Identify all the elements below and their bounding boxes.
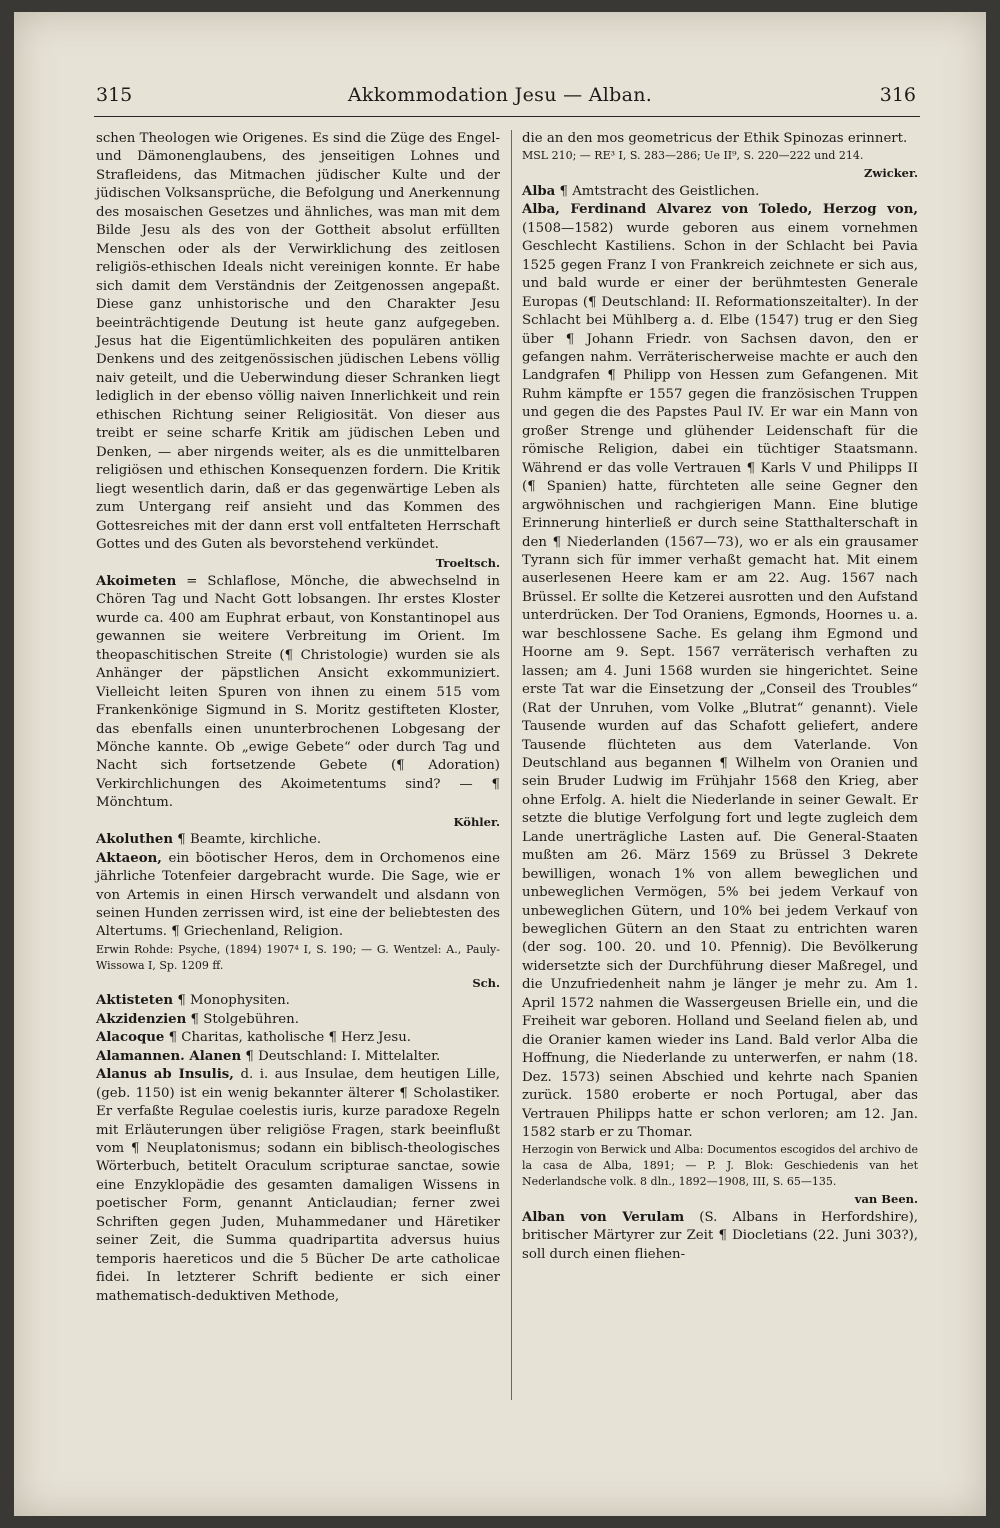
entry-alacoque — [96, 1029, 500, 1047]
entry-akoimeten — [96, 573, 500, 813]
running-head: Akkommodation Jesu — Alban. — [347, 84, 653, 106]
literature-alba: Herzogin von Berwick und Alba: Documentos escogidos del archivo de la casa de Alba, 1891; — P. J. Blok: Geschiedenis van het Nederlandsche volk. 8 dln., 1892—1908, III, S. 65—135. — [522, 1143, 918, 1189]
entry-alba-duke-text: (1508—1582) wurde geboren aus einem vornehmen Geschlecht Kastiliens. Schon in der Schlacht bei Pavia 1525 gegen Franz I von Frankreich zeichnete er sich aus, und bald wurde er einer der berühmtesten Generale Europas (¶ Deutschland: II. Reformationszeitalter). In der Schlacht bei Mühlberg a. d. Elbe (1547) trug er den Sieg über ¶ Johann Friedr. von Sachsen davon, den er gefangen nahm. Verräterischerweise machte er auch den Landgrafen ¶ Philipp von Hessen zum Gefangenen. Mit Ruhm kämpfte er 1557 gegen die französischen Truppen und gegen die des Papstes Paul IV. Er war ein Mann von großer Strenge und glühender Leidenschaft für die römische Religion, dabei ein tüchtiger Staatsmann. Während er das volle Vertrauen ¶ Karls V und Philipps II (¶ Spanien) hatte, fürchteten alle seine Gegner den argwöhnischen und rachgierigen Mann. Eine blutige Erinnerung hinterließ er durch seine Statthalterschaft in den ¶ Niederlanden (1567—73), wo er als ein grausamer Tyrann sich für immer verhaßt gemacht hat. Mit einem auserlesenen Heere kam er am 22. Aug. 1567 nach Brüssel. Er sollte die Ketzerei ausrotten und den Aufstand unterdrücken. Der Tod Oraniens, Egmonds, Hoornes u. a. war beschlossene Sache. Es gelang ihm Egmond und Hoorne am 9. Sept. 1567 verräterisch verhaften zu lassen; am 4. Juni 1568 wurden sie hingerichtet. Seine erste Tat war die Einsetzung der „Conseil des Troubles“ (Rat der Unruhen, vom Volke „Blutrat“ genannt). Viele Tausende wurden auf das Schafott geliefert, andere Tausende flüchteten aus dem Vaterlande. Von Deutschland aus begannen ¶ Wilhelm von Oranien und sein Bruder Ludwig im Frühjahr 1568 den Krieg, aber ohne Erfolg. A. hielt die Niederlande in seiner Gewalt. Er setzte die blutige Verfolgung fort und legte zugleich dem Lande unerträgliche Lasten auf. Die General-Staaten mußten am 26. März 1569 zu Brüssel 3 Dekrete bewilligen, wonach 1% von allem beweglichen und unbeweglichen Vermögen, 5% bei jedem Verkauf von unbeweglichen Gütern, und 10% bei jedem Verkauf von beweglichen Gütern an den Staat zu entrichten waren (der sog. 100. 20. und 10. Pfennig). Die Bevölkerung widersetzte sich der Durchführung dieser Maßregel, und die Unzufriedenheit nahm je länger je mehr zu. Am 1. April 1572 nahmen die Wassergeusen Brielle ein, und die Freiheit war geboren. Holland und Seeland fielen ab, und die Oranier kamen wieder ins Land. Bald verlor Alba die Hoffnung, die Niederlande zu unterwerfen, er nahm (18. Dez. 1573) seinen Abschied und kehrte nach Spanien zurück. 1580 eroberte er noch Portugal, aber das Vertrauen Philipps hatte er schon verloren; am 12. Jan. 1582 starb er zu Thomar. — [522, 220, 918, 1141]
entry-alba-vestment-text: ¶ Amtstracht des Geistlichen. — [555, 183, 760, 199]
entry-alban-text: (S. Albans in Herfordshire), britischer Märtyrer zur Zeit ¶ Diocletians (22. Juni 303?), soll durch einen fliehen- — [522, 1209, 918, 1262]
entry-akzidenzien-text: ¶ Stolgebühren. — [186, 1011, 299, 1027]
entry-aktisteten — [96, 992, 500, 1010]
entry-alanus-text: d. i. aus Insulae, dem heutigen Lille, (geb. 1150) ist ein wenig bekannter älterer ¶ Scholastiker. Er verfaßte Regulae coelestis iuris, kurze paradoxe Regeln mit Erläuterungen über religiöse Fragen, stark beeinflußt vom ¶ Neuplatonismus; sodann ein biblisch-theologisches Wörterbuch, betitelt Oraculum scripturae sanctae, sowie eine Enzyklopädie des gesamten damaligen Wissens in poetischer Form, genannt Anticlaudian; ferner zwei Schriften gegen Juden, Muhammedaner und Häretiker seiner Zeit, die Summa quadripartita adversus huius temporis haereticos und die 5 Bücher De arte catholicae fidei. In letzterer Schrift bediente er sich einer mathematisch-deduktiven Methode, — [96, 1067, 500, 1304]
literature-alanus: MSL 210; — RE³ I, S. 283—286; Ue II⁹, S. 220—222 und 214. — [522, 149, 864, 163]
lemma-aktisteten: Aktisteten — [96, 993, 174, 1009]
signature-zwicker: Zwicker. — [864, 166, 918, 181]
column-divider — [511, 130, 512, 1400]
lemma-akoluthen: Akoluthen — [96, 832, 174, 848]
left-column — [96, 130, 500, 1306]
lemma-alanus: Alanus ab Insulis, — [96, 1067, 234, 1083]
entry-alamannen-text: ¶ Deutschland: I. Mittelalter. — [241, 1048, 441, 1064]
entry-alban — [522, 1209, 918, 1264]
entry-alamannen — [96, 1048, 500, 1066]
lemma-alacoque: Alacoque — [96, 1030, 165, 1046]
page-number-left: 315 — [96, 84, 133, 106]
entry-alanus — [96, 1066, 500, 1306]
signature-koehler: Köhler. — [453, 814, 500, 829]
entry-aktaeon-text: ein böotischer Heros, dem in Orchomenos eine jährliche Totenfeier dargebracht wurde. Die Sage, wie er von Artemis in einen Hirsch verwandelt und alsdann von seinen Hunden zerrissen wird, ist eine der beliebtesten des Altertums. ¶ Griechenland, Religion. — [96, 850, 500, 940]
signature-troeltsch: Troeltsch. — [435, 556, 500, 571]
lemma-akoimeten: Akoimeten — [96, 573, 177, 589]
signature-van-been: van Been. — [854, 1192, 918, 1207]
entry-alacoque-text: ¶ Charitas, katholische ¶ Herz Jesu. — [164, 1030, 411, 1046]
lemma-alba-vestment: Alba — [522, 183, 556, 199]
signature-sch: Sch. — [472, 975, 500, 990]
paragraph-alanus-continued: die an den mos geometricus der Ethik Spinozas erinnert. — [522, 131, 908, 146]
entry-aktaeon — [96, 850, 500, 942]
lemma-aktaeon: Aktaeon, — [96, 850, 162, 866]
entry-akoluthen — [96, 831, 500, 849]
entry-akoluthen-text: ¶ Beamte, kirchliche. — [173, 832, 322, 848]
entry-alba-vestment — [522, 183, 918, 201]
entry-aktisteten-text: ¶ Monophysiten. — [173, 993, 290, 1009]
lemma-alban: Alban von Verulam — [522, 1209, 685, 1225]
right-column — [522, 130, 918, 1264]
literature-aktaeon: Erwin Rohde: Psyche, (1894) 1907⁴ I, S. 190; — G. Wentzel: A., Pauly-Wissowa I, Sp. 1209 ff. — [96, 942, 500, 972]
entry-akzidenzien — [96, 1011, 500, 1029]
page-number-right: 316 — [879, 84, 916, 106]
book-page — [14, 12, 986, 1516]
paragraph-akkommodation: schen Theologen wie Origenes. Es sind die Züge des Engel- und Dämonenglaubens, des jenseitigen Lohnes und Strafleidens, das Mitmachen jüdischer Kulte und der jüdischen Volksansprüche, die Befolgung und Anerkennung des mosaischen Gesetzes und ähnliches, was man mit dem Bilde Jesu als des von der Gottheit absolut erfüllten Menschen oder als der Verwirklichung des zeitlosen religiös-ethischen Ideals nicht vereinigen konnte. Er habe sich damit dem Verständnis der Zeitgenossen angepaßt. Diese ganz unhistorische und den Charakter Jesu beeinträchtigende Deutung ist heute ganz aufgegeben. Jesus hat die Eigentümlichkeiten des populären antiken Denkens und des zeitgenössischen jüdischen Lebens völlig naiv geteilt, und die Ueberwindung dieser Schranken liegt lediglich in der ebenso völlig naiven Innerlichkeit und rein ethischen Richtung seiner Religiosität. Von dieser aus treibt er seine scharfe Kritik am jüdischen Leben und Denken, — aber nirgends weiter, als es die unmittelbaren religiösen und ethischen Konsequenzen fordern. Die Kritik liegt wesentlich darin, daß er das gegenwärtige Leben als zum Untergang reif ansieht und das Kommen des Gottesreiches mit der dann erst voll entfalteten Herrschaft Gottes und des Guten als bevorstehend verkündet. — [96, 131, 500, 552]
lemma-akzidenzien: Akzidenzien — [96, 1011, 187, 1027]
header-rule — [94, 116, 920, 117]
lemma-alba-duke: Alba, Ferdinand Alvarez von Toledo, Herzog von, — [522, 202, 918, 218]
entry-akoimeten-text: = Schlaflose, Mönche, die abwechselnd in Chören Tag und Nacht Gott lobsangen. Ihr erstes Kloster wurde ca. 400 am Euphrat erbaut, von Konstantinopel aus gewannen sie weitere Verbreitung im Orient. Im theopaschitischen Streite (¶ Christologie) wurden sie als Anhänger der päpstlichen Ansicht exkommuniziert. Vielleicht leiten Spuren von ihnen zu einem 515 vom Frankenkönige Sigmund in S. Moritz gestifteten Kloster, das ebenfalls einen ununterbrochenen Lobgesang der Mönche kannte. Ob „ewige Gebete“ oder durch Tag und Nacht sich fortsetzende Gebete (¶ Adoration) Verkirchlichungen des Akoimetentums sind? — ¶ Mönchtum. — [96, 573, 500, 811]
lemma-alamannen: Alamannen. Alanen — [96, 1048, 242, 1064]
entry-alba-duke — [522, 201, 918, 1142]
